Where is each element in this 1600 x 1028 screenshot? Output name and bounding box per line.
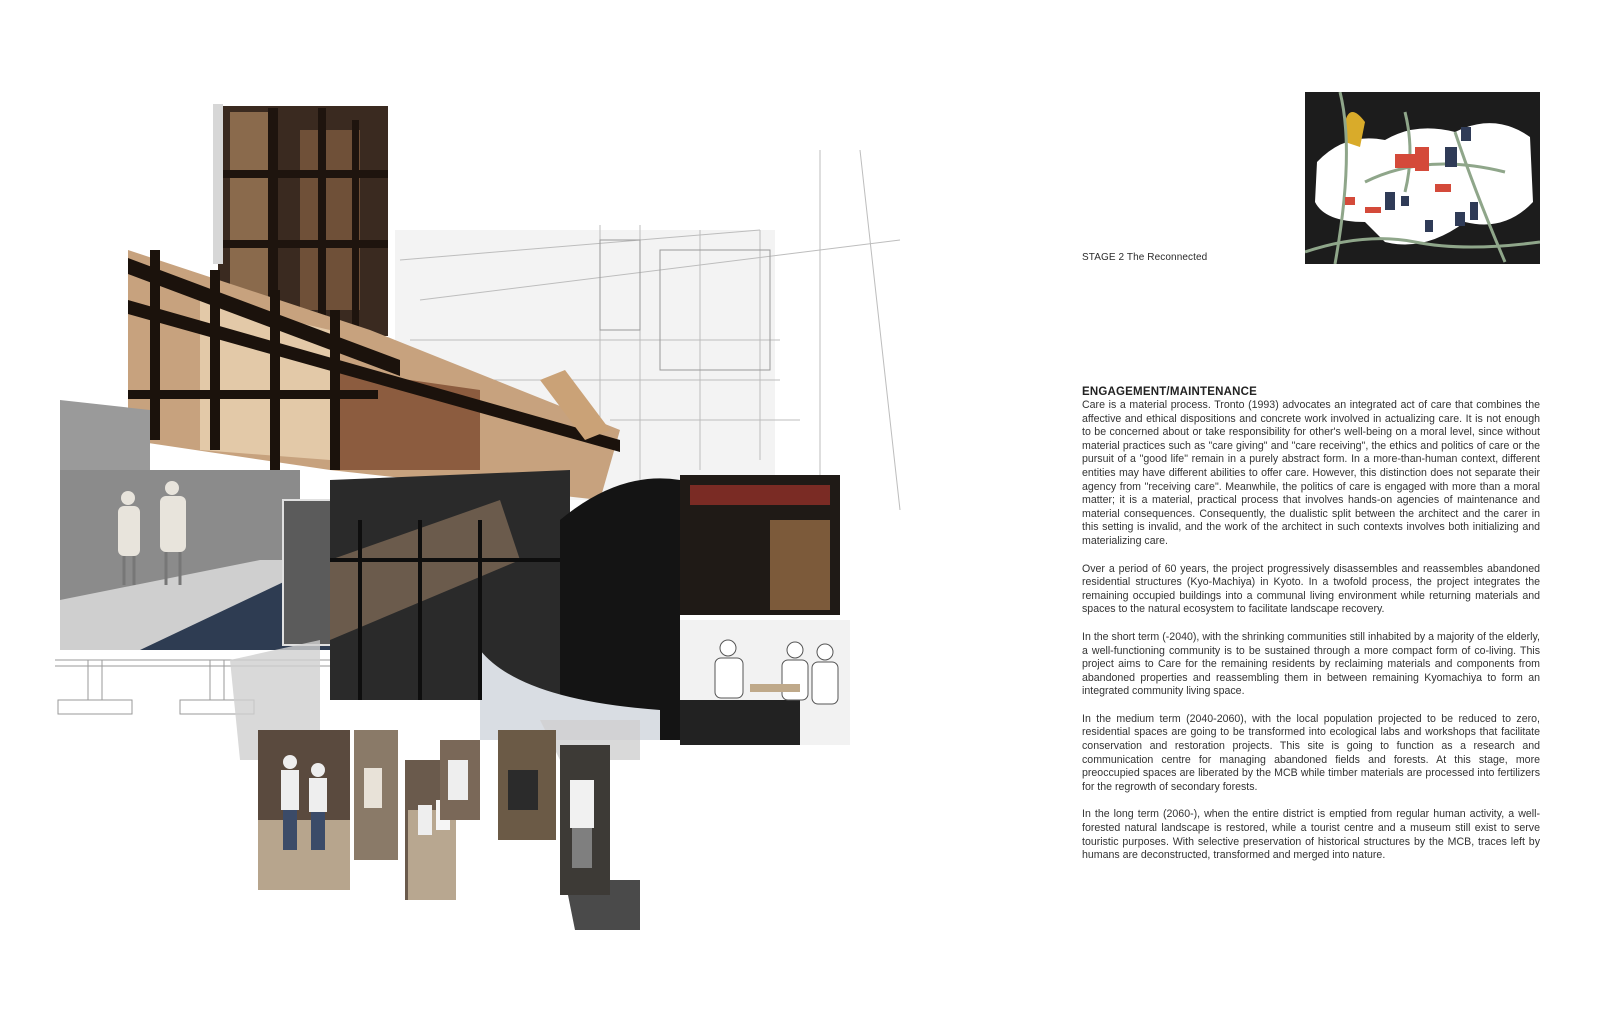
resident-portraits <box>258 730 610 900</box>
article-paragraph: In the medium term (2040-2060), with the local population projected to be reduced to zero, residential spaces are going to be transformed into ecological labs and workshops that facilitate conservation and restoration projects. This site is going to function as a research and communication centre for managing abandoned fields and forests. At this stage, more preoccupied spaces are liberated by the MCB while timber materials are processed into fertilizers for the regrowth of secondary forests. <box>1082 712 1540 793</box>
seated-group-photo <box>680 620 850 745</box>
site-plan-icon <box>1305 92 1540 264</box>
article-paragraph: Over a period of 60 years, the project progressively disassembles and reassembles abandoned residential structures (Kyo-Machiya) in Kyoto. In a twofold process, the project integrates the remaining occupied buildings into a communal living environment while returning materials and spaces to the natural ecosystem to facilitate landscape recovery. <box>1082 562 1540 616</box>
article-paragraph: In the long term (2060-), when the entire district is emptied from regular human activity, a well-forested natural landscape is restored, while a tourist centre and a museum still exist to serve touristic purposes. With selective preservation of historical structures by the MCB, traces left by humans are deconstructed, transformed and merged into nature. <box>1082 808 1540 862</box>
article-paragraph: Care is a material process. Tronto (1993) advocates an integrated act of care that combines the affective and ethical dispositions and concrete work involved in actualizing care. It is not enough to be concerned about or take responsibility for other's well-being on a moral level, since without material practices such as "care giving" and "care receiving", the ethics and politics of care or the pursuit of a "good life" remain in a purely abstract form. In a more-than-human context, different entities may have different abilities to offer care. However, this distinction does not separate their agency from "receiving care". Meanwhile, the politics of care is engaged with more than a moral matter; it is a material, practical process that involves hands-on agencies of maintenance and material consequences. Consequently, the dualistic split between the architect and the carer in this setting is invalid, and the work of the architect in such contexts involves both initializing and materializing care. <box>1082 399 1540 547</box>
stage-caption: STAGE 2 The Reconnected <box>1082 252 1208 263</box>
article-heading: ENGAGEMENT/MAINTENANCE <box>1082 386 1257 398</box>
site-plan-map <box>1305 92 1540 264</box>
article-paragraph: In the short term (-2040), with the shrinking communities still inhabited by a majority of the elderly, a well-functioning community is to be sustained through a more compact form of co-living. This project aims to Care for the remaining residents by reclaiming materials and components from abandoned properties and reassembling them in between remaining Kyomachiya to form an integrated community living space. <box>1082 630 1540 698</box>
article-text <box>1082 386 1540 877</box>
